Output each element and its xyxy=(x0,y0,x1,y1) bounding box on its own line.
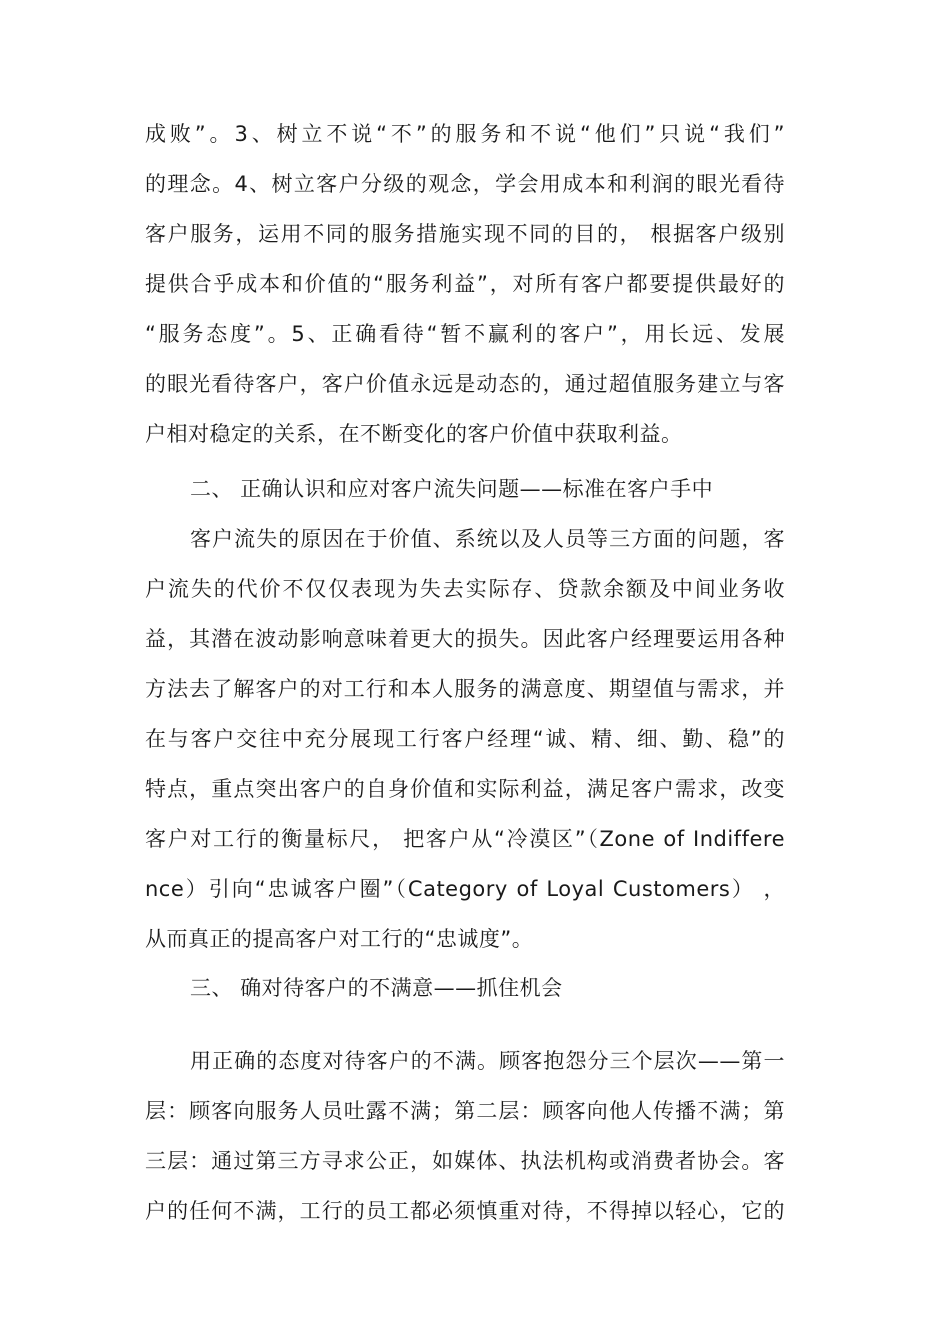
body-text-line: 用正确的态度对待客户的不满。顾客抱怨分三个层次——第一 xyxy=(190,1049,785,1073)
body-text-line: 户相对稳定的关系，在不断变化的客户价值中获取利益。 xyxy=(145,422,683,446)
body-text-line: 层：顾客向服务人员吐露不满；第二层：顾客向他人传播不满；第 xyxy=(145,1099,785,1123)
body-text-line: 三层：通过第三方寻求公正，如媒体、执法机构或消费者协会。客 xyxy=(145,1149,785,1173)
body-text-line: 成败”。3、树立不说“不”的服务和不说“他们”只说“我们” xyxy=(145,122,785,146)
body-text-line: 户的任何不满，工行的员工都必须慎重对待，不得掉以轻心，它的 xyxy=(145,1199,785,1223)
body-text-line: 方法去了解客户的对工行和本人服务的满意度、期望值与需求，并 xyxy=(145,677,785,701)
section-heading: 二、 正确认识和应对客户流失问题——标准在客户手中 xyxy=(190,477,714,501)
section-heading: 三、 确对待客户的不满意——抓住机会 xyxy=(190,976,563,1000)
body-text-line: 客户服务，运用不同的服务措施实现不同的目的， 根据客户级别 xyxy=(145,222,785,246)
body-text-line: 客户流失的原因在于价值、系统以及人员等三方面的问题，客 xyxy=(190,527,785,551)
body-text-line: 从而真正的提高客户对工行的“忠诚度”。 xyxy=(145,927,534,951)
body-text-line: 户流失的代价不仅仅表现为失去实际存、贷款余额及中间业务收 xyxy=(145,577,785,601)
body-text-line: 特点，重点突出客户的自身价值和实际利益，满足客户需求，改变 xyxy=(145,777,785,801)
body-text-line: 益，其潜在波动影响意味着更大的损失。因此客户经理要运用各种 xyxy=(145,627,785,651)
body-text-line: 客户对工行的衡量标尺， 把客户从“冷漠区”（Zone of Indiffere xyxy=(145,827,785,851)
body-text-line: 的理念。4、树立客户分级的观念，学会用成本和利润的眼光看待 xyxy=(145,172,785,196)
body-text-line: “服务态度”。5、正确看待“暂不赢利的客户”，用长远、发展 xyxy=(145,322,785,346)
body-text-line: 的眼光看待客户，客户价值永远是动态的，通过超值服务建立与客 xyxy=(145,372,785,396)
body-text-line: 提供合乎成本和价值的“服务利益”，对所有客户都要提供最好的 xyxy=(145,272,785,296)
body-text-line: nce）引向“忠诚客户圈”（Category of Loyal Customers） ， xyxy=(145,877,785,901)
body-text-line: 在与客户交往中充分展现工行客户经理“诚、精、细、勤、稳”的 xyxy=(145,727,785,751)
